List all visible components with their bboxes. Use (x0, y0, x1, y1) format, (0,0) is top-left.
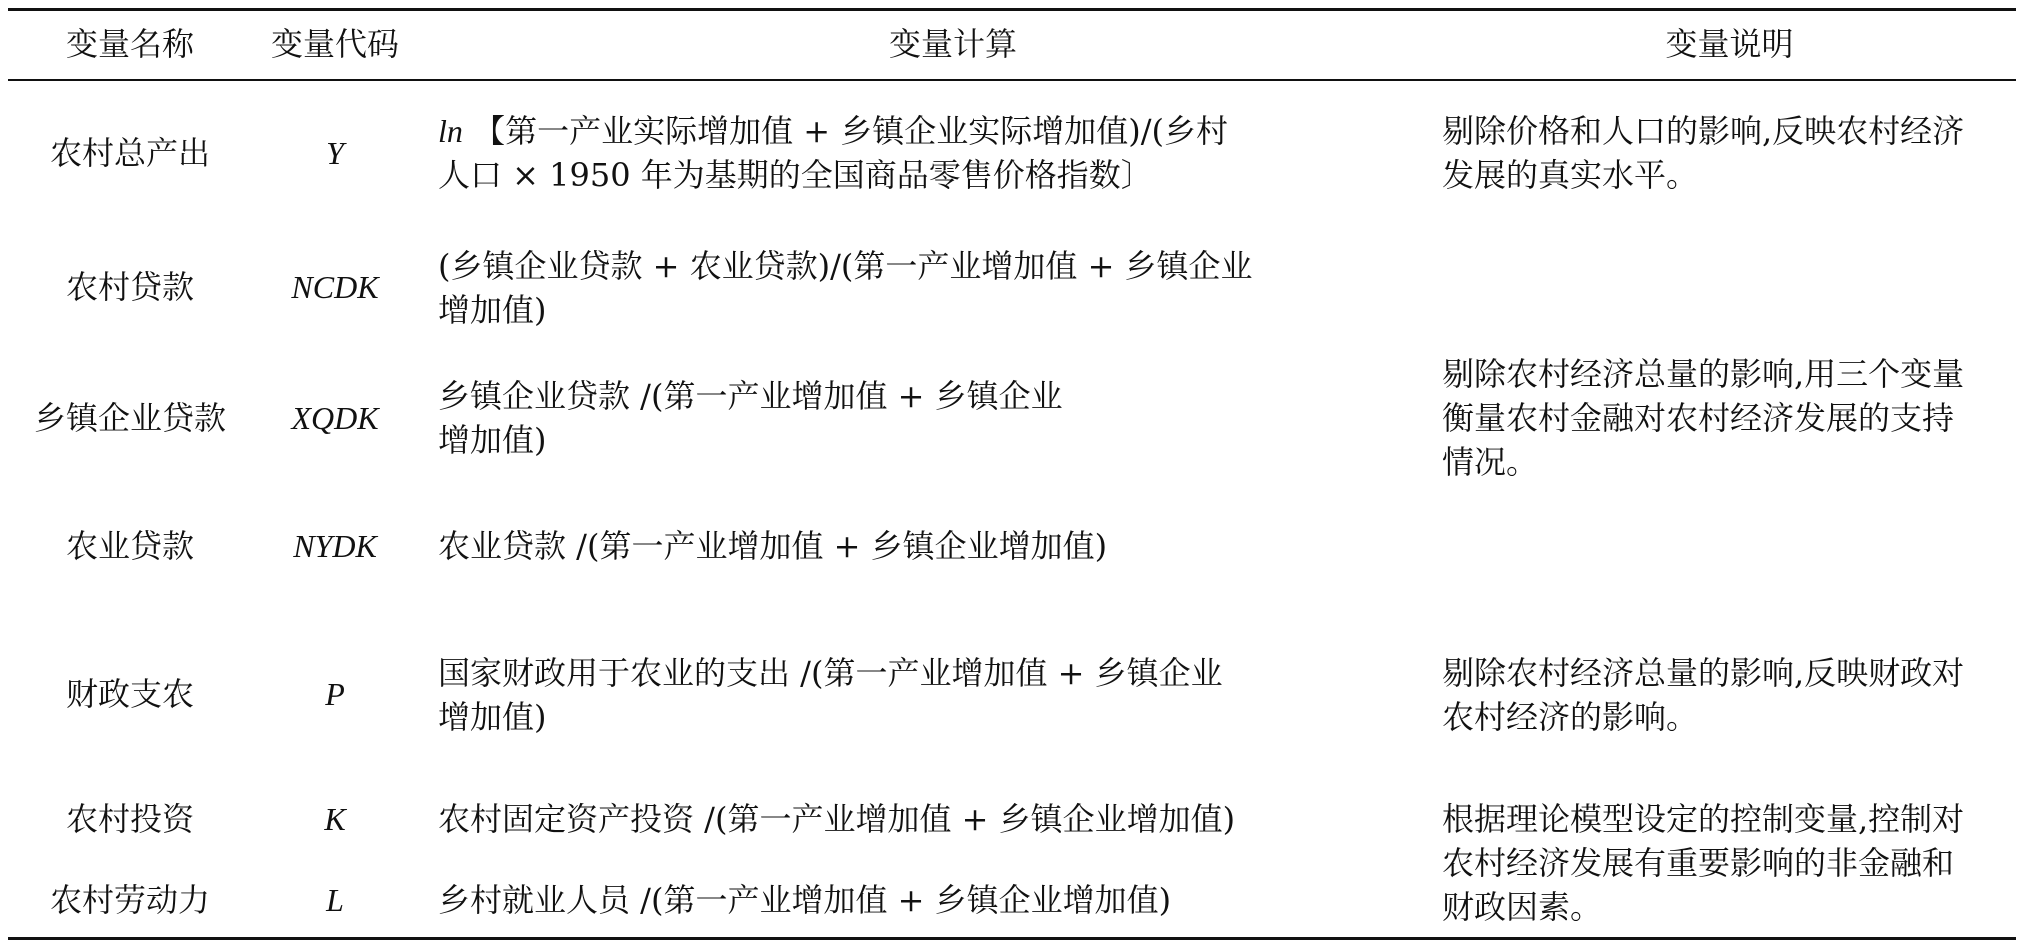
desc-1-line1: 剔除价格和人口的影响,反映农村经济 (1442, 112, 1965, 150)
row-6-calc-line1: 乡村就业人员 /(第一产业增加值 + 乡镇企业增加值) (438, 881, 1172, 919)
row-2-calc-line1: 乡镇企业贷款 /(第一产业增加值 + 乡镇企业 (438, 377, 1063, 415)
desc-2-line3: 情况。 (1442, 443, 1539, 481)
row-1-name: 农村贷款 (65, 268, 194, 306)
row-4-calc-line2: 增加值) (438, 698, 547, 736)
header-variable-calc: 变量计算 (888, 25, 1017, 63)
table-header-rule (8, 79, 2016, 81)
row-2-calc-line2: 增加值) (438, 421, 547, 459)
row-1-calc-line1: (乡镇企业贷款 + 农业贷款)/(第一产业增加值 + 乡镇企业 (438, 247, 1253, 285)
row-0-calc-line2: 人口 × 1950 年为基期的全国商品零售价格指数〕 (438, 156, 1153, 194)
desc-2-line1: 剔除农村经济总量的影响,用三个变量 (1442, 355, 1965, 393)
row-3-calc-line1: 农业贷款 /(第一产业增加值 + 乡镇企业增加值) (438, 527, 1108, 565)
desc-3-line2: 农村经济的影响。 (1442, 698, 1699, 736)
row-5-calc-line1: 农村固定资产投资 /(第一产业增加值 + 乡镇企业增加值) (438, 800, 1236, 838)
row-1-code: NCDK (291, 269, 379, 305)
row-6-name: 农村劳动力 (49, 881, 210, 919)
desc-fiscal (1442, 651, 2017, 739)
row-0-calc-ln: ln (438, 113, 463, 149)
row-6-calc (438, 878, 1338, 922)
table-bottom-rule (8, 937, 2016, 940)
row-5-calc (438, 797, 1338, 841)
row-5-code: K (324, 801, 346, 837)
desc-2-line2: 衡量农村金融对农村经济发展的支持 (1442, 399, 1955, 437)
row-4-calc-line1: 国家财政用于农业的支出 /(第一产业增加值 + 乡镇企业 (438, 654, 1223, 692)
desc-1-line2: 发展的真实水平。 (1442, 156, 1699, 194)
row-6-code: L (326, 882, 344, 918)
row-1-calc (438, 244, 1338, 332)
row-2-code: XQDK (291, 400, 379, 436)
table-top-rule (8, 8, 2016, 11)
desc-price-population (1442, 109, 2017, 197)
desc-4-line1: 根据理论模型设定的控制变量,控制对 (1442, 800, 1965, 838)
desc-rural-finance (1442, 352, 2017, 484)
row-4-name: 财政支农 (65, 675, 194, 713)
row-0-name: 农村总产出 (49, 134, 210, 172)
row-0-code: Y (326, 135, 344, 171)
row-0-calc (438, 109, 1338, 197)
row-2-name: 乡镇企业贷款 (33, 399, 226, 437)
desc-3-line1: 剔除农村经济总量的影响,反映财政对 (1442, 654, 1965, 692)
header-variable-name: 变量名称 (65, 25, 194, 63)
row-3-calc (438, 524, 1338, 568)
desc-4-line2: 农村经济发展有重要影响的非金融和 (1442, 844, 1955, 882)
row-3-name: 农业贷款 (65, 527, 194, 565)
row-0-calc-line1: 【第一产业实际增加值 + 乡镇企业实际增加值)/(乡村 (473, 112, 1228, 150)
row-4-code: P (325, 676, 345, 712)
desc-4-line3: 财政因素。 (1442, 888, 1603, 926)
row-1-calc-line2: 增加值) (438, 291, 547, 329)
row-4-calc (438, 651, 1338, 739)
desc-control-variables (1442, 797, 2017, 929)
row-2-calc (438, 374, 1338, 462)
header-variable-code: 变量代码 (270, 25, 399, 63)
row-3-code: NYDK (293, 528, 377, 564)
header-variable-desc: 变量说明 (1665, 25, 1794, 63)
row-5-name: 农村投资 (65, 800, 194, 838)
